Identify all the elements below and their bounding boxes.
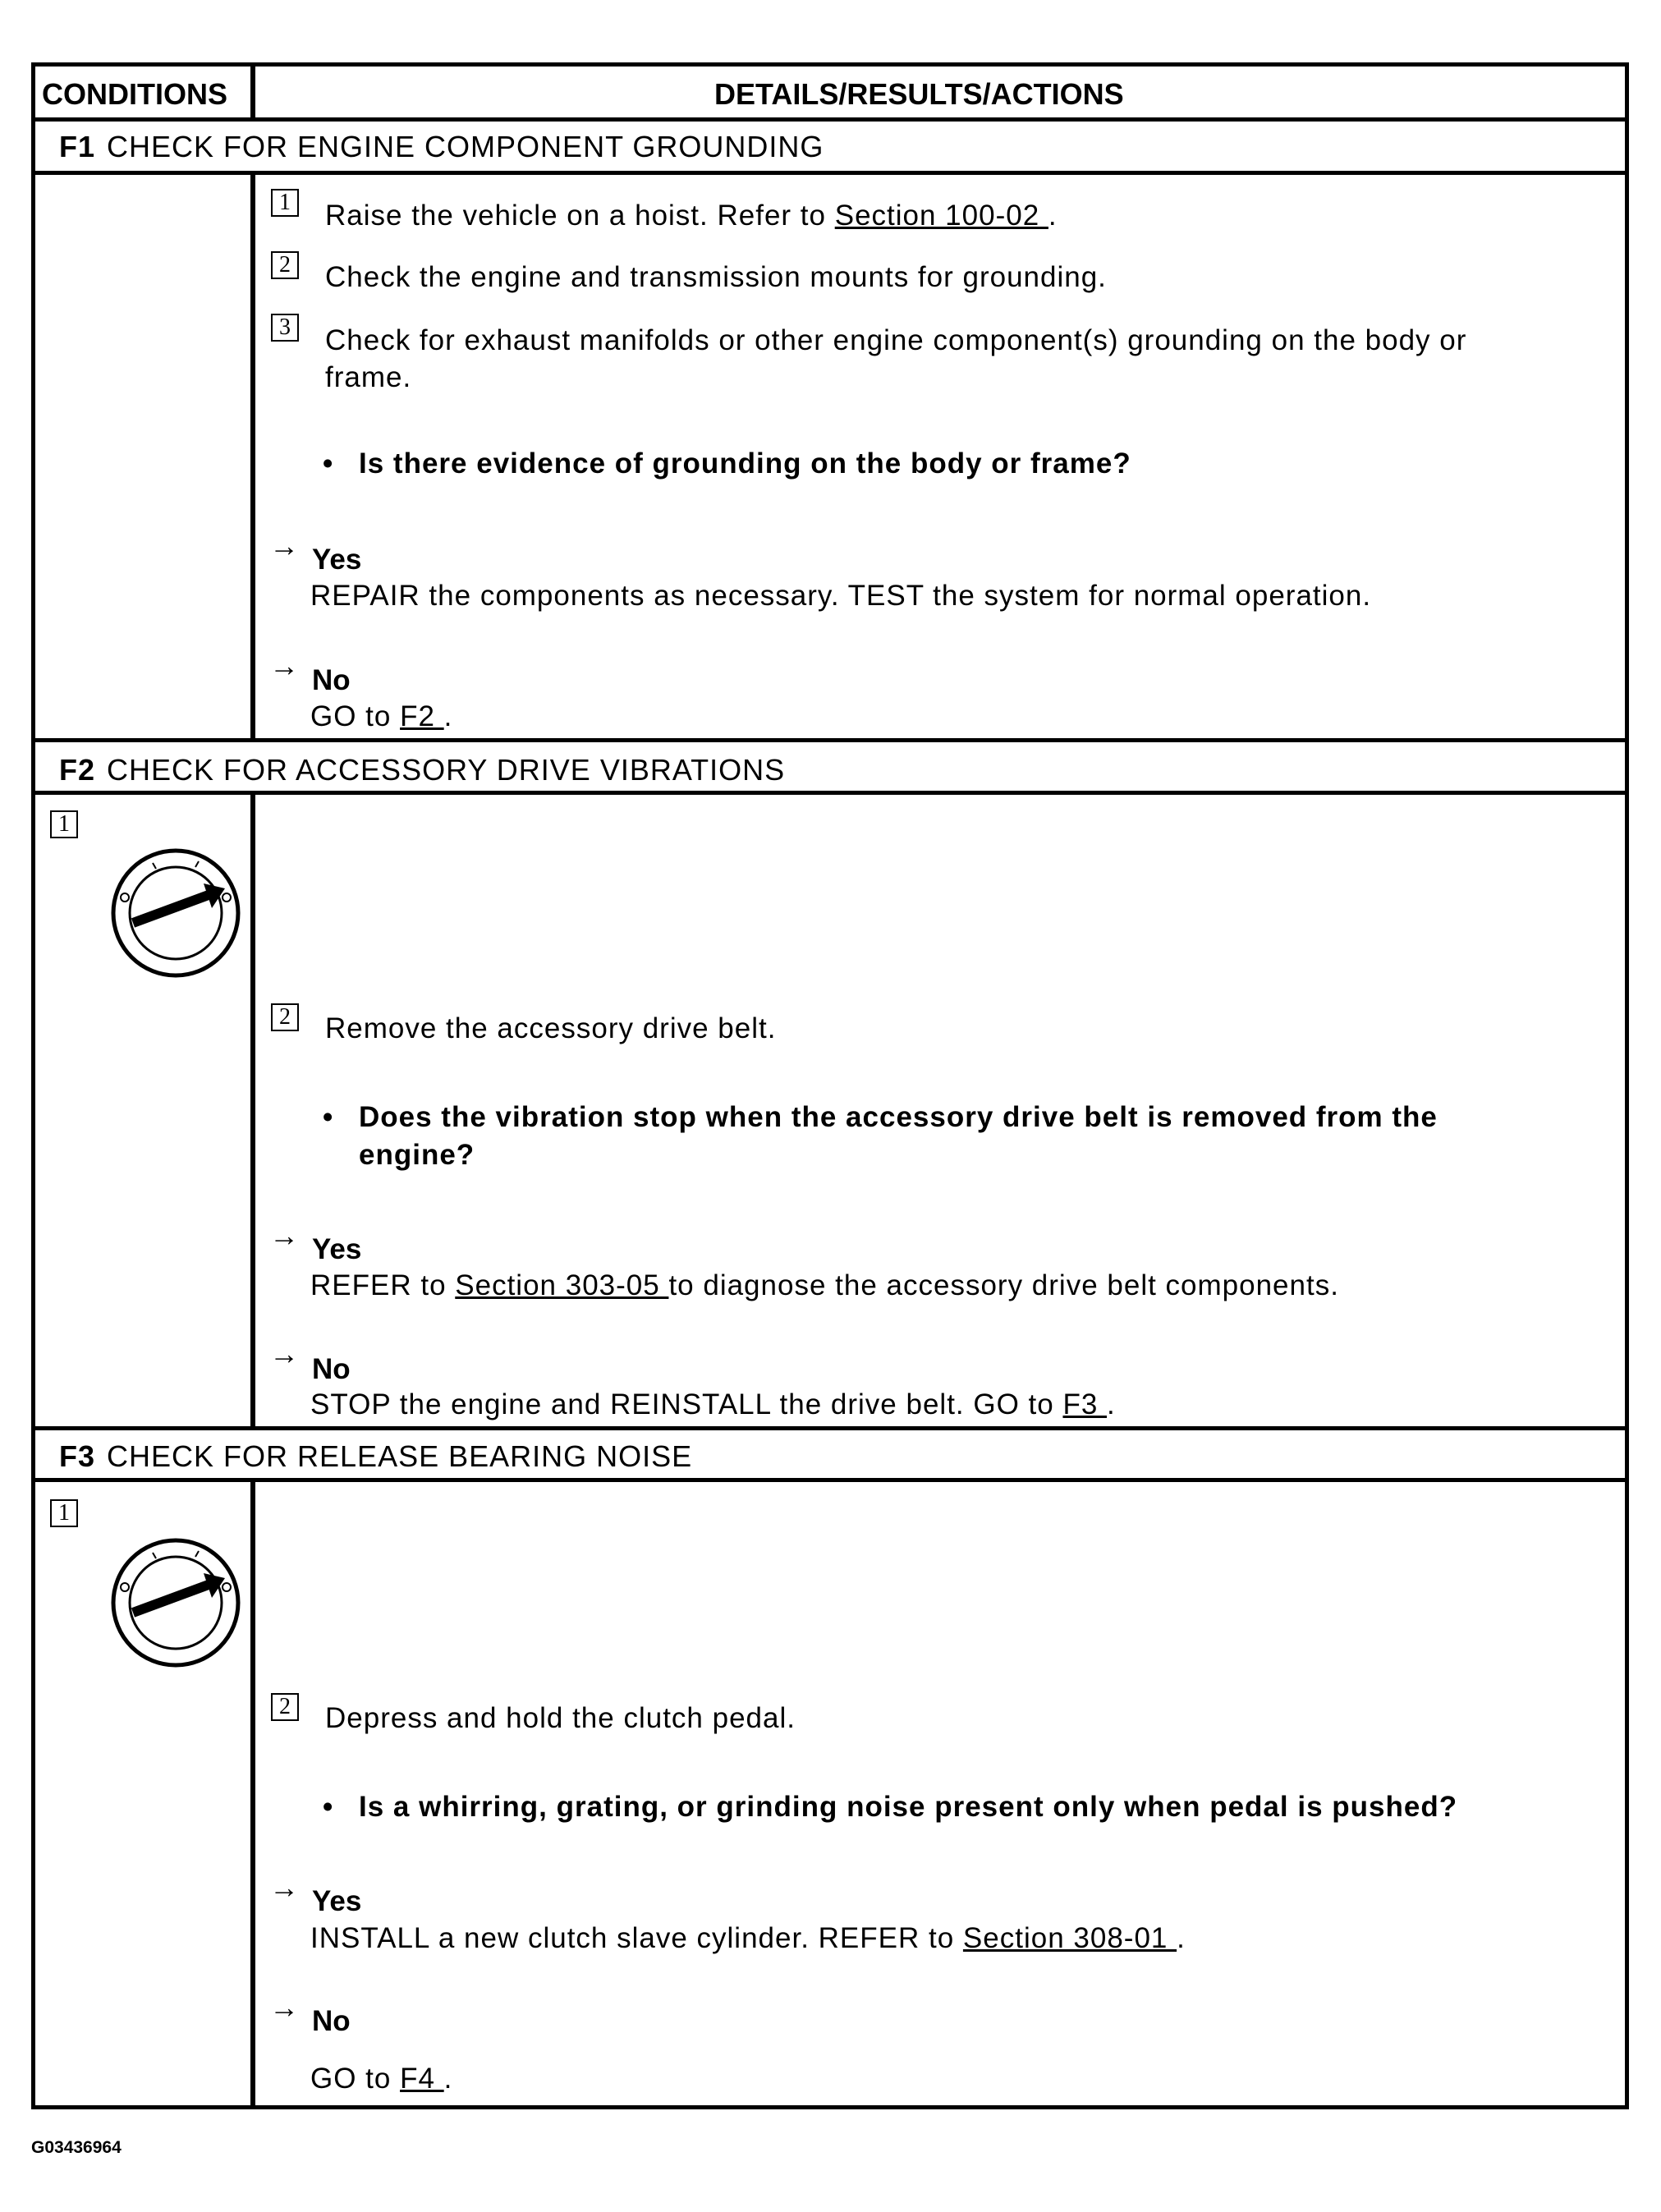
table-rule (31, 1478, 1629, 1482)
column-divider (250, 171, 255, 740)
step-number-box: 1 (50, 810, 78, 838)
f3-question: • Is a whirring, grating, or grinding noise present only when pedal is pushed? (323, 1791, 1458, 1823)
f1-step2: Check the engine and transmission mounts for grounding. (325, 261, 1107, 293)
arrow-icon: → (269, 1870, 299, 1904)
section-308-01-link[interactable]: Section 308-01 (962, 1922, 1177, 1954)
table-rule (31, 1426, 1629, 1430)
step-number-box: 2 (271, 251, 299, 279)
f2-yes-action: REFER to Section 303-05 to diagnose the accessory drive belt components. (310, 1269, 1339, 1301)
f3-no-action: GO to F4 . (310, 2063, 453, 2095)
f2-question: • Does the vibration stop when the accessory drive belt is removed from the engine? (323, 1101, 1438, 1171)
column-divider (250, 1478, 255, 2109)
table-rule (31, 171, 1629, 175)
step-number-box: 2 (271, 1693, 299, 1721)
f2-yes-label: Yes (312, 1233, 362, 1265)
ignition-switch-icon (110, 847, 241, 979)
table-rule (31, 117, 1629, 122)
step-number-box: 3 (271, 314, 299, 342)
arrow-icon: → (269, 1218, 299, 1252)
section-f3-title: F3 CHECK FOR RELEASE BEARING NOISE (59, 1439, 693, 1473)
table-rule (31, 738, 1629, 742)
section-f1-title: F1 CHECK FOR ENGINE COMPONENT GROUNDING (59, 130, 824, 163)
arrow-icon: → (269, 649, 299, 682)
arrow-icon: → (269, 1990, 299, 2024)
section-f2-title: F2 CHECK FOR ACCESSORY DRIVE VIBRATIONS (59, 753, 786, 787)
step-number-box: 2 (271, 1003, 299, 1031)
section-100-02-link[interactable]: Section 100-02 (834, 200, 1048, 232)
figure-id: G03436964 (31, 2138, 122, 2157)
f1-no-label: No (312, 664, 351, 696)
column-divider (250, 62, 255, 119)
f3-yes-label: Yes (312, 1885, 362, 1917)
f1-yes-action: REPAIR the components as necessary. TEST the system for normal operation. (310, 580, 1372, 612)
f1-yes-label: Yes (312, 544, 362, 576)
f2-link[interactable]: F2 (400, 700, 444, 732)
f4-link[interactable]: F4 (400, 2063, 444, 2095)
table-rule (31, 791, 1629, 795)
f2-no-label: No (312, 1353, 351, 1385)
section-303-05-link[interactable]: Section 303-05 (455, 1269, 669, 1301)
f3-no-label: No (312, 2005, 351, 2037)
f1-no-action: GO to F2 . (310, 700, 453, 732)
step-number-box: 1 (50, 1499, 78, 1527)
f2-step2: Remove the accessory drive belt. (325, 1012, 777, 1044)
details-header: DETAILS/RESULTS/ACTIONS (714, 77, 1124, 111)
ignition-switch-icon (110, 1537, 241, 1668)
column-divider (250, 791, 255, 1428)
f3-step2: Depress and hold the clutch pedal. (325, 1702, 796, 1734)
f3-link[interactable]: F3 (1062, 1388, 1108, 1420)
step-number-box: 1 (271, 189, 299, 217)
f2-no-action: STOP the engine and REINSTALL the drive belt. GO to F3 . (310, 1388, 1116, 1420)
f1-step3: Check for exhaust manifolds or other engine component(s) grounding on the body or frame. (325, 324, 1467, 393)
f3-yes-action: INSTALL a new clutch slave cylinder. REFER to Section 308-01 . (310, 1922, 1186, 1954)
arrow-icon: → (269, 1337, 299, 1370)
f1-question: • Is there evidence of grounding on the body or frame? (323, 447, 1131, 480)
conditions-header: CONDITIONS (42, 77, 228, 111)
f1-step1: Raise the vehicle on a hoist. Refer to Section 100-02 . (325, 200, 1058, 232)
arrow-icon: → (269, 529, 299, 562)
